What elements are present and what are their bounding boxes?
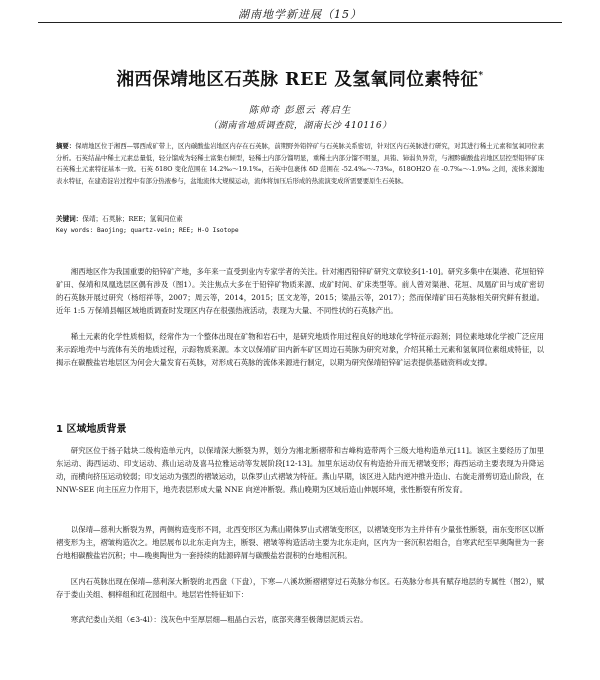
section-heading: 1 区域地质背景 [56, 424, 127, 435]
body-paragraph-3: 研究区位于扬子陆块二级构造单元内，以保靖深大断裂为界，划分为湘北断褶带和吉峰构造带两个三级大地构造单元[11]。该区主要经历了加里东运动、海西运动、印支运动、燕山运动及喜马拉雅运动等发展阶段[12-13]。加里东运动仅有构造抬升而无褶皱变形；海西运动主要表现为升降运动，而横向挤压运动较弱；印支运动为强烈的褶皱运动，以侏罗山式褶皱为特征。燕山早期，该区进入陆内逆冲推升造山、右旋走滑剪切造山阶段，在 NNW-SEE 向主压应力作用下，地壳表层形成大量 NNE 向逆冲断裂。燕山晚期为区域后造山伸展环境，张性断裂有所发育。 [56, 446, 544, 494]
keywords-label: 关键词： [56, 215, 83, 223]
paper-title [40, 66, 560, 91]
keywords [56, 214, 544, 225]
title-text: 湘西保靖地区石英脉 REE 及氢氧同位素特征 [116, 70, 479, 90]
abstract [56, 141, 544, 187]
header-rule [38, 22, 562, 23]
body-paragraph-2: 稀土元素的化学性质相似，经常作为一个整体出现在矿物和岩石中，是研究地质作用过程良好的地球化学特征示踪剂；同位素地球化学被广泛应用来示踪地壳中与流体有关的地质过程，示踪物质来源。本文以保靖矿田内新车矿区周边石英脉为研究对象，介绍其稀土元素和氢氧同位素组成特征，以揭示在碳酸盐岩地层区为何会大量发育石英脉，对形成石英脉的流体来源进行制定，以期为研究保靖铅锌矿运表提供基础资料或支撑。 [56, 332, 544, 367]
title-footnote-mark: * [478, 71, 484, 82]
body-paragraph-5: 区内石英脉出现在保靖—慈利深大断裂的北西盘（下盘），下寒—八溪坎断褶褶穿过石英脉分布区。石英脉分布具有赋存地层的专属性（图2），赋存于娄山关组、桐梓组和红花园组中。地层岩性特征如下： [56, 577, 544, 599]
journal-header: 湖南地学新进展（15） [238, 8, 362, 21]
keywords-text: 保靖；石英脉；REE；氢氧同位素 [82, 215, 183, 223]
keywords-en [56, 226, 544, 236]
abstract-text: 保靖地区位于湘西—鄂西成矿带上，区内碳酸盐岩地区内存在石英脉，前期野外铅锌矿与石英脉关系密切，针对区内石英脉进行研究，对其进行稀土元素和氢氧同位素分析。石英结晶中稀土元素总量低，轻分馏成为轻稀土富集右倾型，轻稀土内部分馏明显，重稀土内部分馏不明显，具铕、铈弱负异常，与湘黔碳酸盐岩地区层控型铅锌矿床石英稀土元素特征基本一致。石英 δ18O 变化范围在 14.2‰～19.1‰，石英中包裹体 δD 范围在 -52.4‰～-73‰，δ18OH2O 在 -0.7‰～-1.9‰ 之间，流体来源地表水特征，在建造淀岩过程中有部分热液参与，盆地流体大规模运动，流体将加压后形成的热流演变成所需要要原生石英脉。 [56, 142, 544, 185]
body-paragraph-6: 寒武纪娄山关组（∈3-4l）：浅灰色中至厚层细—粗晶白云岩，底部夹薄至极薄层泥质云岩。 [70, 615, 368, 624]
keywords-en-label: Key words: [56, 227, 94, 234]
affiliation: （湖南省地质调查院，湖南长沙 410116） [208, 121, 392, 131]
abstract-label: 摘要： [56, 142, 76, 150]
body-paragraph-1: 湘西地区作为我国重要的铅锌矿产地，多年来一直受到业内专家学者的关注。针对湘西铅锌矿研究文章较多[1-10]。研究多集中在渠港、花垣铅锌矿田、保靖和凤凰选层区偶有涉及（图1）。关注焦点大多在于铅锌矿物质来源、成矿时间、矿床类型等。前人曾对渠港、花垣、凤凰矿田与成矿密切的石英脉开展过研究（杨绍祥等，2007；周云等，2014，2015；匡文龙等，2015；梁晶云等，2017）；然而保靖矿田石英脉相关研究鲜有报道。近年 1:5 万保靖县幅区域地质调查时发现区内存在很强热液活动，表现为大量、不同性状的石英脉产出。 [56, 267, 545, 315]
authors: 陈帅奇 彭恩云 蒋启生 [248, 105, 352, 116]
keywords-en-text: Baojing; quartz-vein; REE; H-O Isotope [97, 227, 239, 234]
body-paragraph-4: 以保靖—慈利大断裂为界，两侧构造变形不同，北西变形区为燕山期侏罗山式褶皱变形区，以褶皱变形为主并伴有少量张性断裂，南东变形区以断褶变形为主，褶皱构造次之。地层展布以北东走向为主，断裂、褶皱等构造活动主要为北东走向，区内为一套沉积岩组合，自寒武纪至早奥陶世为一套台地相碳酸盐岩沉积；中—晚奥陶世为一套持续的陆源碎屑与碳酸盐岩混积的台地相沉积。 [56, 525, 544, 560]
